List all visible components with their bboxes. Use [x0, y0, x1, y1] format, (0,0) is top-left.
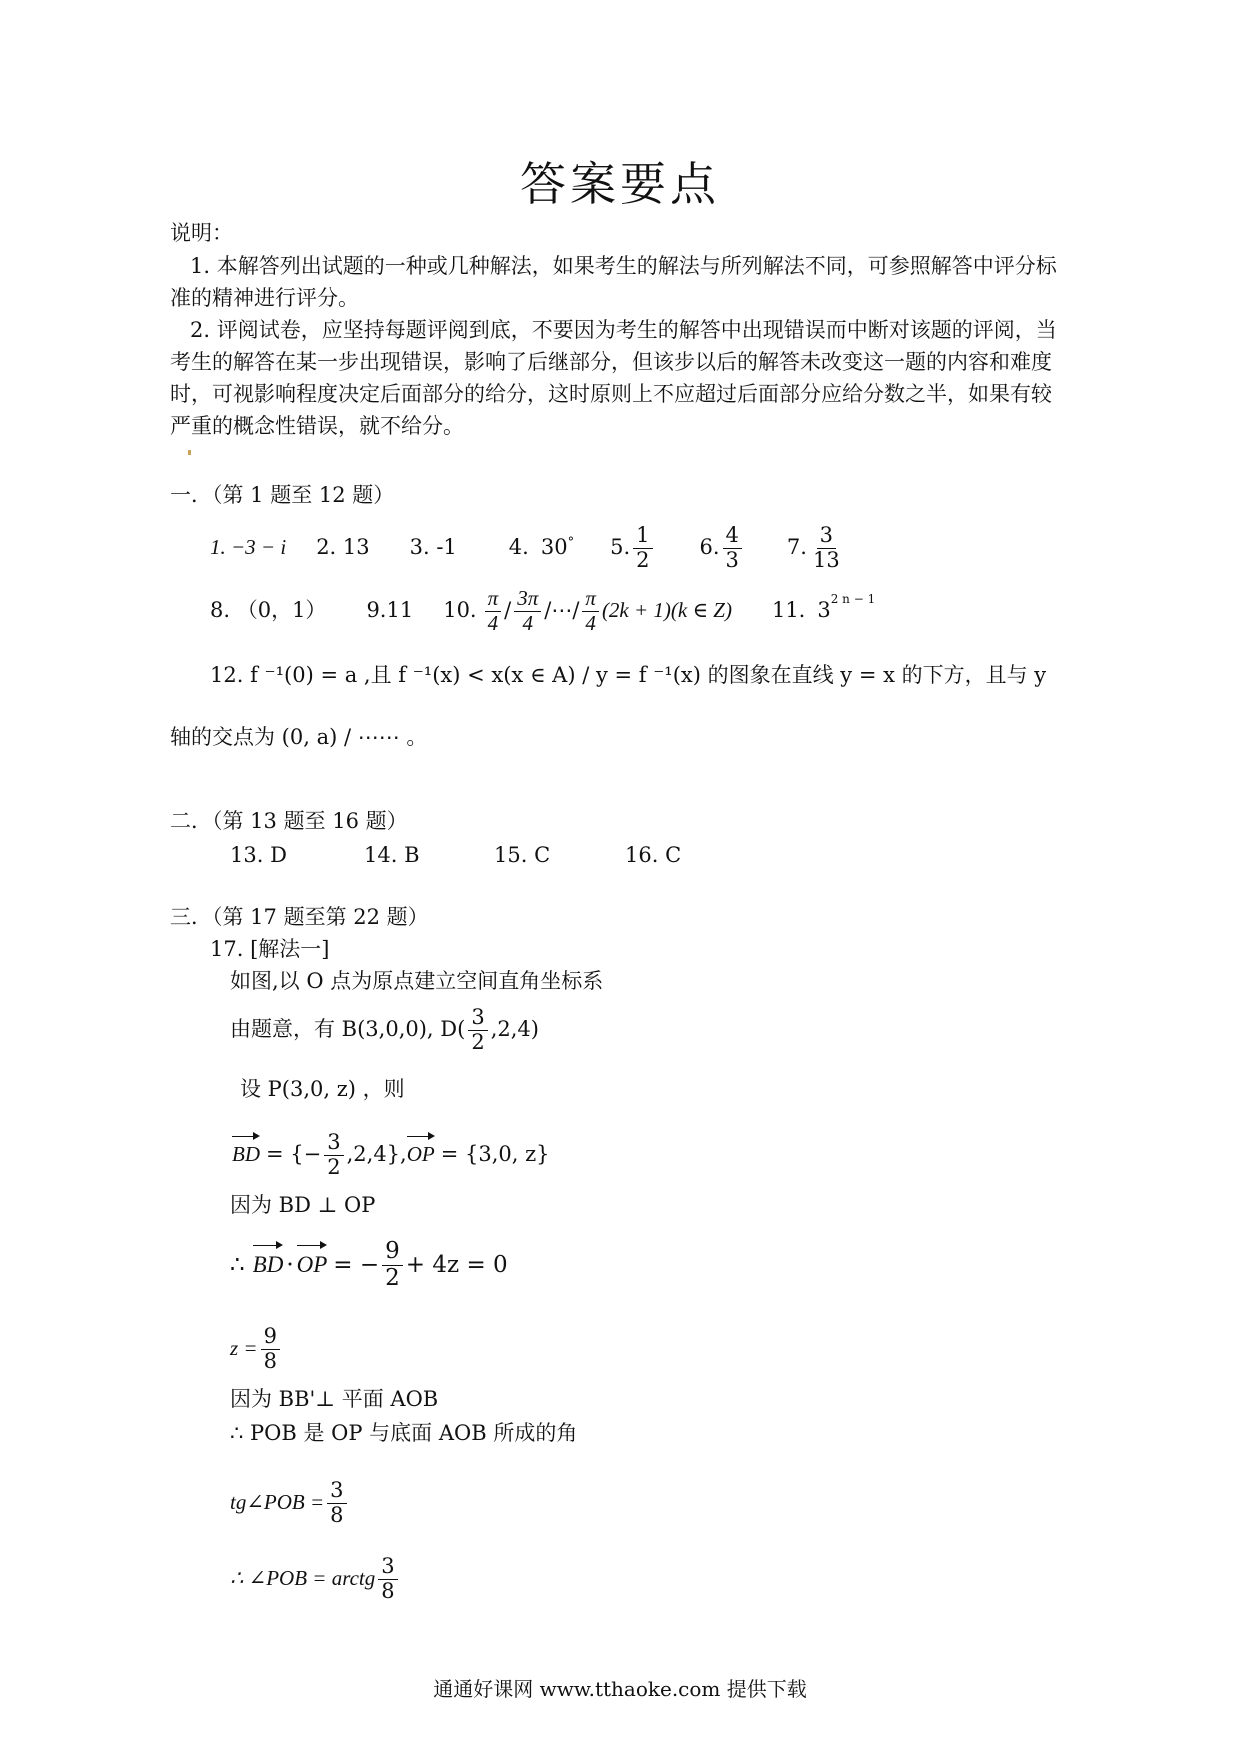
q17-line-4: [232, 1124, 550, 1186]
q17-line-10-fraction: $\frac{3}{8}$: [327, 1479, 346, 1526]
vector-op-2: OP: [297, 1248, 328, 1283]
answers-row-2: [210, 578, 875, 644]
q17-line-2-suffix: ,2,4): [490, 1017, 539, 1042]
answer-10-separator: /: [504, 598, 512, 623]
answer-13: 13. D: [230, 843, 287, 867]
answer-11-label: 11.: [771, 598, 806, 623]
therefore-symbol: ∴: [230, 1251, 245, 1278]
q17-line-2-prefix: 由题意，有 B(3,0,0), D(: [230, 1017, 466, 1042]
answer-6-fraction: $\frac{4}{3}$: [723, 524, 742, 571]
q17-line-10-pre: tg∠POB =: [230, 1490, 325, 1515]
q17-line-8: 因为 BB'⊥ 平面 AOB: [230, 1387, 439, 1411]
answer-10-frac-1: $\frac{\pi}{4}$: [485, 587, 502, 634]
answer-16: 16. C: [625, 843, 682, 867]
answer-15: 15. C: [494, 843, 551, 867]
answer-5-fraction: $\frac{1}{2}$: [633, 524, 652, 571]
scan-speck: [188, 450, 191, 455]
q17-line-4-end: = {3,0, z}: [440, 1142, 550, 1167]
section2-heading: 二．（第 13 题至 16 题）: [170, 809, 408, 833]
answer-1: 1. −3 − i: [210, 535, 287, 560]
q17-line-4-fraction: $\frac{3}{2}$: [324, 1131, 343, 1178]
answer-4: 30°: [540, 535, 575, 560]
page-title: 答案要点: [520, 157, 720, 211]
q17-line-2: [230, 1000, 539, 1060]
section1-heading: 一．（第 1 题至 12 题）: [170, 483, 395, 507]
q17-line-6-fraction: $\frac{9}{2}$: [382, 1239, 403, 1291]
answer-4-label: 4.: [508, 535, 529, 560]
answers-row-1: [210, 516, 846, 580]
answer-14: 14. B: [364, 843, 420, 867]
q17-line-11: [230, 1548, 401, 1610]
note-item-2: 2. 评阅试卷，应坚持每题评阅到底，不要因为考生的解答中出现错误而中断对该题的评阅，当考生的解答在某一步出现错误，影响了后继部分，但该步以后的解答未改变这一题的内容和难度时，可视影响程度决定后面部分的给分，这时原则上不应超过后面部分应给分数之半，如果有较严重的概念性错误，就不给分。: [170, 318, 1057, 438]
dot-operator: ·: [286, 1251, 294, 1278]
footer-download-note: 通通好课网 www.tthaoke.com 提供下载: [433, 1677, 807, 1701]
q17-line-7: [230, 1318, 283, 1380]
answer-11: $3^{2 n - 1}$: [817, 592, 876, 623]
vector-bd-2: BD: [253, 1248, 284, 1283]
answer-7-fraction: $\frac{3}{13}$: [812, 523, 840, 572]
answer-2: 2. 13: [316, 535, 370, 560]
answer-10-ellipsis: /⋯/: [544, 598, 580, 623]
q17-line-10: [230, 1472, 350, 1534]
q17-label: 17. [解法一]: [210, 937, 330, 961]
answer-10-frac-2: $\frac{3\pi}{4}$: [514, 587, 541, 634]
q17-line-4-mid: ,2,4},: [346, 1142, 407, 1167]
answer-10-frac-3: $\frac{\pi}{4}$: [582, 587, 599, 634]
q17-line-11-pre: ∴ ∠POB = arctg: [230, 1566, 376, 1591]
section3-heading: 三．（第 17 题至第 22 题）: [170, 905, 429, 929]
q17-line-7-pre: z =: [230, 1336, 258, 1361]
answer-8: 8. （0，1）: [210, 598, 327, 623]
q17-line-3: 设 P(3,0, z) ，则: [240, 1077, 405, 1101]
q17-line-6-eq: = −: [333, 1251, 380, 1278]
q17-line-11-fraction: $\frac{3}{8}$: [378, 1555, 397, 1602]
q17-line-5: 因为 BD ⊥ OP: [230, 1193, 376, 1217]
vector-op: OP: [407, 1139, 435, 1171]
answer-9: 9.11: [366, 598, 414, 623]
note-item-1: 1. 本解答列出试题的一种或几种解法，如果考生的解法与所列解法不同，可参照解答中评分标准的精神进行评分。: [170, 254, 1057, 310]
q17-line-7-fraction: $\frac{9}{8}$: [261, 1325, 280, 1372]
answer-10-tail: (2k + 1)(k ∈ Z): [601, 598, 732, 623]
answer-6-label: 6.: [699, 535, 720, 560]
q17-line-2-fraction: $\frac{3}{2}$: [468, 1006, 487, 1053]
q17-line-9: ∴ POB 是 OP 与底面 AOB 所成的角: [230, 1421, 578, 1445]
q17-line-6: [230, 1232, 508, 1298]
q17-line-4-eq: = {−: [266, 1142, 322, 1167]
q17-line-6-end: + 4z = 0: [405, 1251, 508, 1278]
answer-12-line-2: 轴的交点为 (0, a) / ⋯⋯ 。: [170, 725, 428, 749]
answer-10-label: 10.: [443, 598, 477, 623]
answer-3: 3. -1: [409, 535, 457, 560]
notes-heading: 说明：: [170, 221, 233, 245]
answer-7-label: 7.: [786, 535, 807, 560]
answer-5-label: 5.: [610, 535, 631, 560]
q17-line-1: 如图,以 O 点为原点建立空间直角坐标系: [230, 969, 604, 993]
vector-bd: BD: [232, 1139, 260, 1171]
answer-12-line-1: 12. f ⁻¹(0) = a ,且 f ⁻¹(x) < x(x ∈ A) / y = f ⁻¹(x) 的图象在直线 y = x 的下方，且与 y: [210, 663, 1047, 687]
